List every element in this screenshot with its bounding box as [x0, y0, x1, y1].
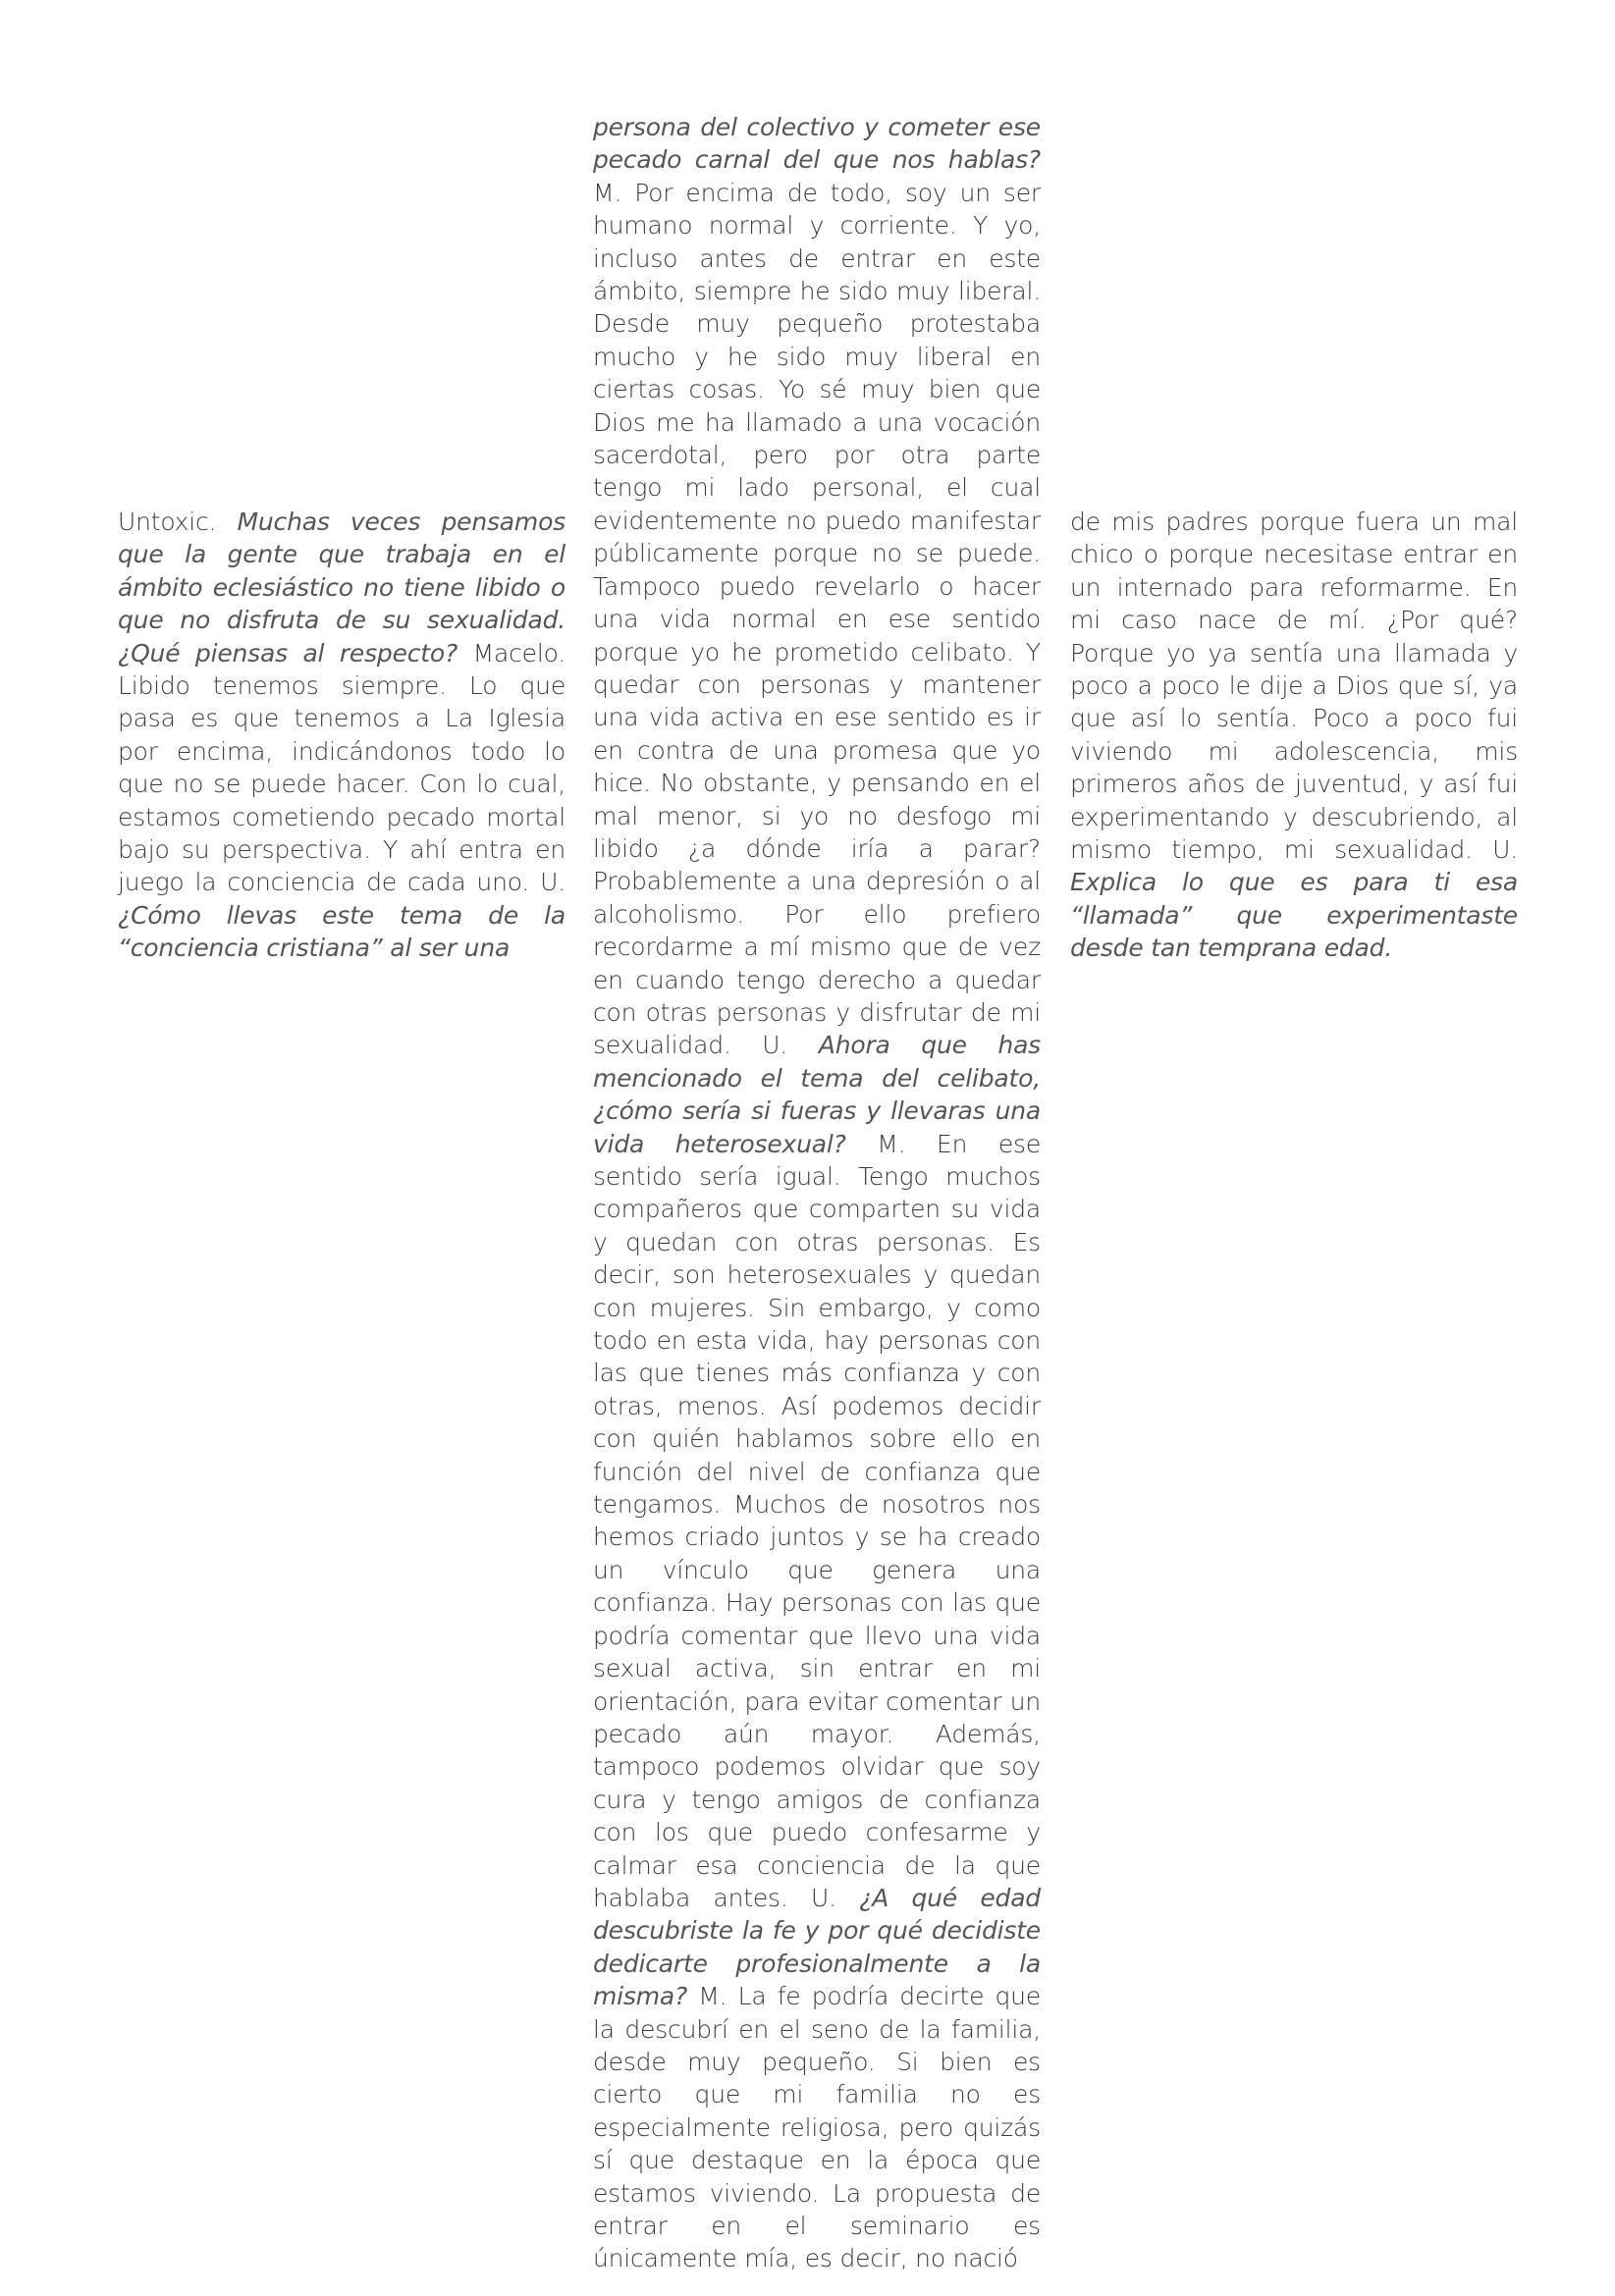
- question-text: persona del colectivo y cometer ese pecado carnal del que nos hablas?: [593, 113, 1041, 175]
- answer-text: Libido tenemos siempre. Lo que pasa es que tenemos a La Iglesia por encima, indicándonos todo lo que no se puede hacer. Con lo cual, estamos cometiendo pecado mortal bajo su perspectiva. Y ahí entra en juego la conciencia de cada uno.: [118, 671, 565, 897]
- speaker-label: M.: [593, 178, 622, 207]
- speaker-label: U.: [1492, 835, 1519, 865]
- question-text: Ahora que has mencionado el tema del celibato, ¿cómo sería si fueras y llevaras una vida heterosexual?: [593, 1031, 1042, 1158]
- question-text: ¿Cómo llevas este tema de la “conciencia cristiana” al ser una: [118, 900, 565, 963]
- column-middle: [593, 111, 1041, 2275]
- paragraph: [118, 506, 565, 965]
- speaker-label: M.: [877, 1129, 906, 1158]
- column-left: [118, 506, 565, 965]
- answer-text: de mis padres porque fuera un mal chico o porque necesitase entrar en un internado para reformarme. En mi caso nace de mí. ¿Por qué? Porque yo ya sentía una llamada y poco a poco le dije a Dios que sí, ya que así lo sentía. Poco a poco fui viviendo mi adolescencia, mis primeros años de juventud, y así fui experimentando y descubriendo, al mismo tiempo, mi sexualidad.: [1070, 507, 1518, 865]
- answer-text: En ese sentido sería igual. Tengo muchos compañeros que comparten su vida y quedan con otras personas. Es decir, son heterosexuales y quedan con mujeres. Sin embargo, y como todo en esta vida, hay personas con las que tienes más confianza y con otras, menos. Así podemos decidir con quién hablamos sobre ello en función del nivel de confianza que tengamos. Muchos de nosotros nos hemos criado juntos y se ha creado un vínculo que genera una confianza. Hay personas con las que podría comentar que llevo una vida sexual activa, sin entrar en mi orientación, para evitar comentar un pecado aún mayor. Además, tampoco podemos olvidar que soy cura y tengo amigos de confianza con los que puedo confesarme y calmar esa conciencia de la que hablaba antes.: [593, 1129, 1042, 1912]
- paragraph: [1070, 506, 1518, 965]
- question-text: Muchas veces pensamos que la gente que trabaja en el ámbito eclesiástico no tiene libido o que no disfruta de su sexualidad. ¿Qué piensas al respecto?: [118, 507, 565, 667]
- speaker-label: Macelo.: [472, 638, 565, 667]
- column-right: [1070, 506, 1518, 965]
- speaker-label: Untoxic.: [118, 507, 217, 536]
- speaker-label: M.: [698, 1982, 727, 2011]
- question-text: Explica lo que es para ti esa “llamada” que experimentaste desde tan temprana edad.: [1070, 868, 1518, 963]
- speaker-label: U.: [540, 868, 565, 897]
- paragraph: [593, 111, 1041, 2275]
- question-text: ¿A qué edad descubriste la fe y por qué decidiste dedicarte profesionalmente a la misma?: [593, 1883, 1041, 2011]
- answer-text: La fe podría decirte que la descubrí en el seno de la familia, desde muy pequeño. Si bien es cierto que mi familia no es especialmente religiosa, pero quizás sí que destaque en la época que estamos viviendo. La propuesta de entrar en el seminario es únicamente mía, es decir, no nació: [593, 1982, 1041, 2273]
- answer-text: Por encima de todo, soy un ser humano normal y corriente. Y yo, incluso antes de entrar en este ámbito, siempre he sido muy liberal. Desde muy pequeño protestaba mucho y he sido muy liberal en ciertas cosas. Yo sé muy bien que Dios me ha llamado a una vocación sacerdotal, pero por otra parte tengo mi lado personal, el cual evidentemente no puedo manifestar públicamente porque no se puede. Tampoco puedo revelarlo o hacer una vida normal en ese sentido porque yo he prometido celibato. Y quedar con personas y mantener una vida activa en ese sentido es ir en contra de una promesa que yo hice. No obstante, y pensando en el mal menor, si yo no desfogo mi libido ¿a dónde iría a parar? Probablemente a una depresión o al alcoholismo. Por ello prefiero recordarme a mí mismo que de vez en cuando tengo derecho a quedar con otras personas y disfrutar de mi sexualidad.: [593, 178, 1041, 1060]
- speaker-label: U.: [810, 1883, 836, 1912]
- speaker-label: U.: [762, 1031, 788, 1060]
